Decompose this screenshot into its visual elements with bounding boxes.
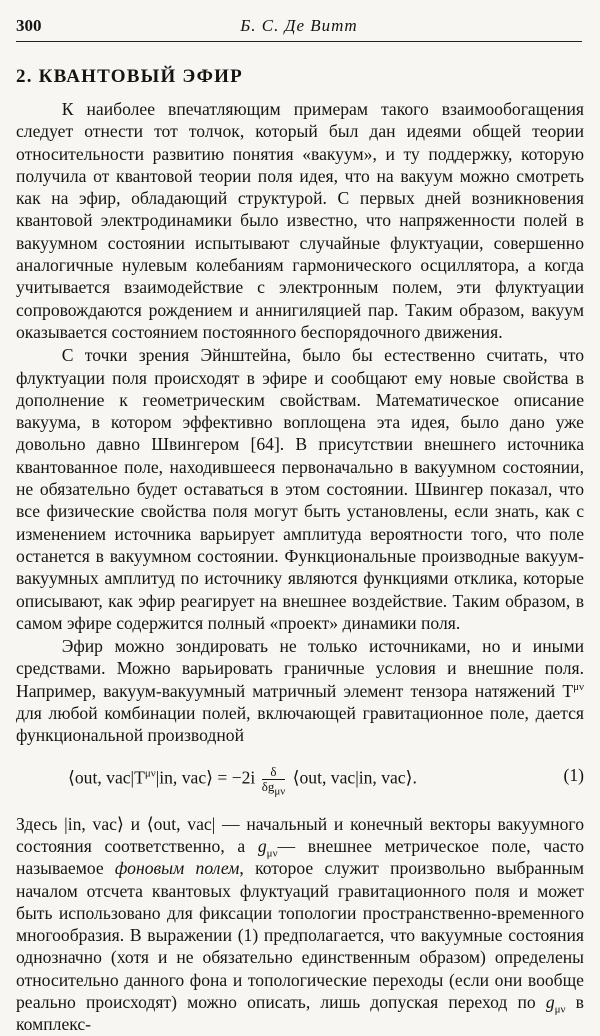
italic-term: фоновым полем <box>114 858 240 879</box>
paragraph-3: Эфир можно зондировать не только источниками, но и иными средствами. Можно варьировать граничные условия и внешние поля. Например, вакуум-вакуумный матричный элемент тензора натяжений $T^{\mu\nu}$ для любой комбинации полей, включающей гравитационное поле, дается функциональной производной <box>16 636 584 746</box>
equation: ⟨out, $vac|T^{\mu\nu}|in$, vac⟩ = −2i $\frac{\delta}{\delta g_{\mu\nu}}$ ⟨out, vac|in, vac⟩. <box>68 763 417 798</box>
equation-row <box>16 747 584 813</box>
body-text <box>16 98 584 1036</box>
paragraph-4: Здесь |in, vac⟩ и ⟨out, vac| — начальный и конечный векторы вакуумного состояния соответственно, а $g_{\mu\nu}—$ внешнее метрическое поле, часто называемое фоновым полем, которое служит произвольно выбранным началом отсчета квантовых флуктуаций гравитационного поля и может быть использовано для фиксации топологии пространственно-временного многообразия. В выражении (1) предполагается, что вакуумные состояния однозначно (хотя и не обязательно единственным образом) определены относительно данного фона и топологические переходы (если они вообще реально происходят) можно описать, лишь допуская переход по $g_{\mu\nu}$ в комплекс- <box>16 813 585 1035</box>
running-head <box>16 16 582 38</box>
functional-derivative-fraction: $\frac{\delta}{\delta g_{\mu\nu}}$ <box>261 763 286 798</box>
equation-number: (1) <box>563 764 584 785</box>
header-rule <box>16 41 582 42</box>
tensor-symbol: T <box>562 680 574 701</box>
section-heading: 2. КВАНТОВЫЙ ЭФИР <box>16 66 243 87</box>
page-number: 300 <box>16 16 42 35</box>
tensor-indices: μν <box>573 680 584 693</box>
paragraph-1: К наиболее впечатляющим примерам такого взаимообогащения следует отнести тот толчок, который был дан идеями общей теории относительности развитию понятия «вакуум», и ту поддержку, которую получила от квантовой теории поля идея, что на вакуум можно смотреть как на эфир, обладающий структурой. С первых дней возникновения квантовой электродинамики было известно, что напряженности полей в вакуумном состоянии испытывают случайные флуктуации, совершенно аналогичные нулевым колебаниям гармонического осциллятора, а когда учитывается взаимодействие с электронным полем, эти флуктуации сопровождаются рождением и аннигиляцией пар. Таким образом, вакуум оказывается состоянием постоянного беспорядочного движения. <box>16 99 584 342</box>
paragraph-2: С точки зрения Эйнштейна, было бы естественно считать, что флуктуации поля происходят в эфире и сообщают ему новые свойства в дополнение к геометрическим свойствам. Математическое описание вакуума, в котором эффективно воплощена эта идея, было дано уже довольно давно Швингером [64]. В присутствии внешнего источника квантованное поле, находившееся первоначально в вакуумном состоянии, не обязательно будет оставаться в этом состоянии. Швингер показал, что все физические свойства поля могут быть установлены, если знать, как с изменением источника варьирует амплитуда вероятности того, что поле останется в вакуумном состоянии. Функциональные производные вакуум-вакуумных амплитуд по источнику являются функциями отклика, которые описывают, как эфир реагирует на внешнее воздействие. Таким образом, в самом эфире содержится полный «проект» динамики поля. <box>16 345 584 633</box>
running-title: Б. С. Де Витт <box>240 16 358 35</box>
